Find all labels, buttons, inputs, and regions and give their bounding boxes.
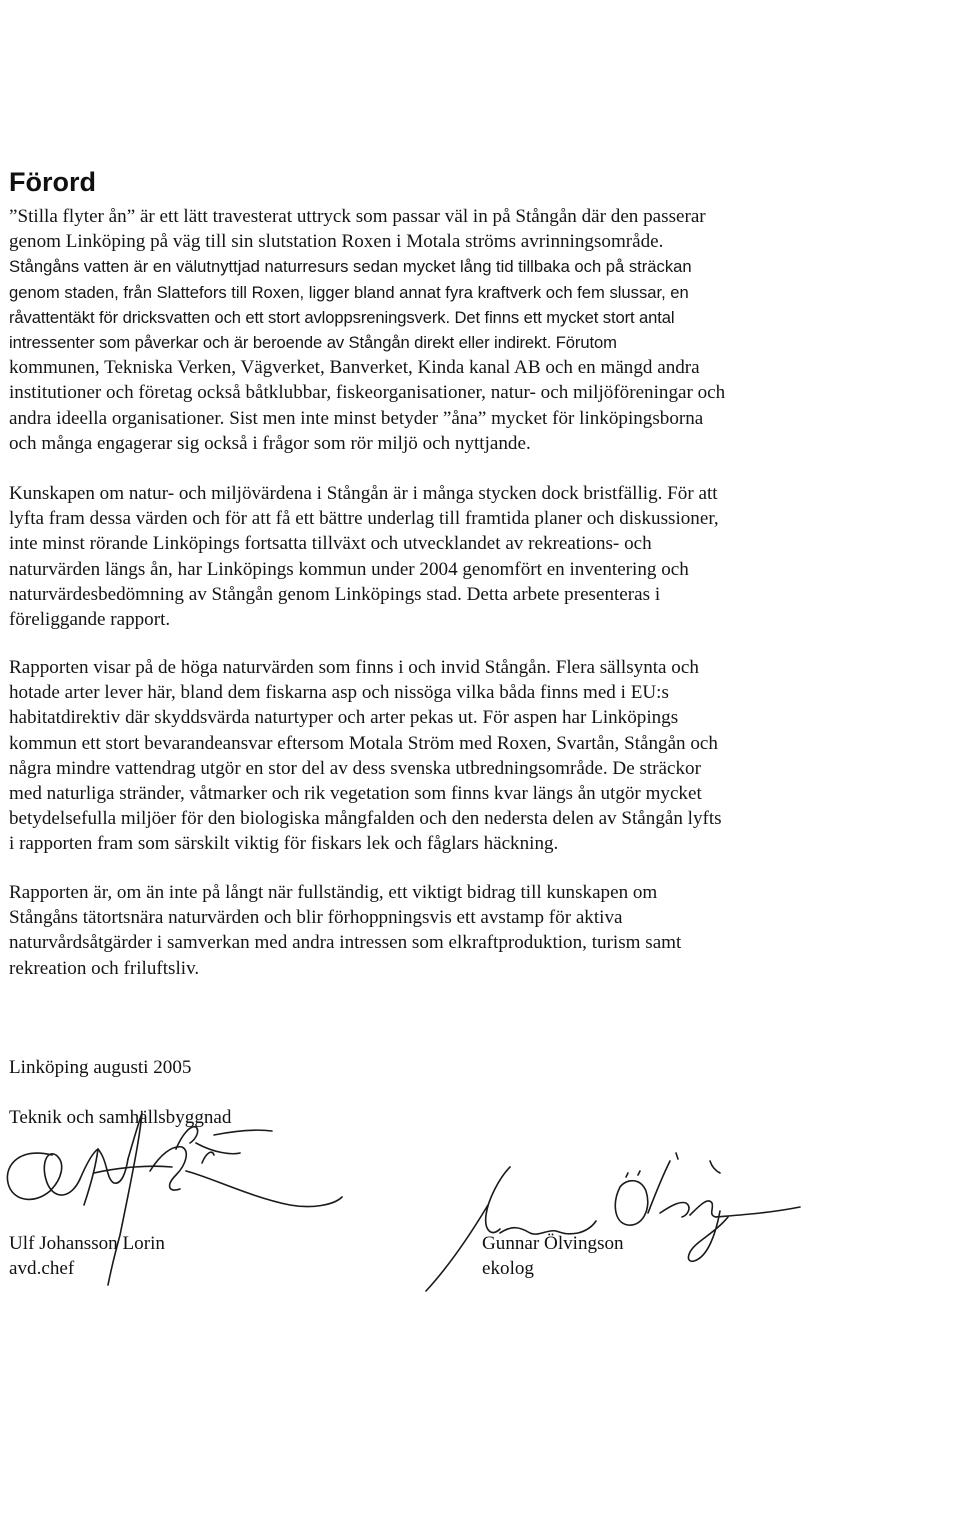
text-line: föreliggande rapport. bbox=[9, 609, 171, 631]
text-line: Stångåns tätortsnära naturvärden och blir förhoppningsvis ett avstamp för aktiva bbox=[9, 907, 623, 929]
signatory-role-right: ekolog bbox=[482, 1258, 534, 1279]
page-title: Förord bbox=[9, 167, 96, 197]
text-line: ”Stilla flyter ån” är ett lätt travesterat uttryck som passar väl in på Stångån där den passerar bbox=[9, 206, 706, 227]
text-line: inte minst rörande Linköpings fortsatta tillväxt och utvecklandet av rekreations- och bbox=[9, 533, 652, 555]
signatory-name-left: Ulf Johansson Lorin bbox=[9, 1233, 165, 1254]
text-line: hotade arter lever här, bland dem fiskarna asp och nissöga vilka båda finns med i EU:s bbox=[9, 682, 669, 704]
handwritten-signatures bbox=[0, 1105, 960, 1295]
text-line: några mindre vattendrag utgör en stor del av dess svenska utbredningsområde. De sträckor bbox=[9, 757, 701, 779]
text-line: kommunen, Tekniska Verken, Vägverket, Banverket, Kinda kanal AB och en mängd andra bbox=[9, 357, 700, 379]
text-line: intressenter som påverkar och är beroende av Stångån direkt eller indirekt. Förutom bbox=[9, 333, 617, 353]
paragraph-findings bbox=[9, 655, 854, 857]
text-line: lyfta fram dessa värden och för att få ett bättre underlag till framtida planer och diskussioner, bbox=[9, 508, 719, 530]
text-line: habitatdirektiv där skyddsvärda naturtyper och arter pekas ut. För aspen har Linköpings bbox=[9, 707, 679, 729]
text-line: kommun ett stort bevarandeansvar eftersom Motala Ström med Roxen, Svartån, Stångån och bbox=[9, 732, 718, 754]
department-name: Teknik och samhällsbyggnad bbox=[9, 1107, 232, 1128]
text-line: betydelsefulla miljöer för den biologiska mångfalden och den nedersta delen av Stångån lyfts bbox=[9, 808, 722, 830]
paragraph-conclusion bbox=[9, 880, 854, 981]
paragraph-intro bbox=[9, 204, 854, 456]
text-line: Rapporten visar på de höga naturvärden som finns i och invid Stångån. Flera sällsynta och bbox=[9, 657, 699, 678]
text-line: råvattentäkt för dricksvatten och ett stort avloppsreningsverk. Det finns ett mycket stort antal bbox=[9, 307, 675, 327]
text-line: med naturliga stränder, våtmarker och rik vegetation som finns kvar längs ån utgör mycket bbox=[9, 783, 702, 805]
place-date: Linköping augusti 2005 bbox=[9, 1057, 192, 1078]
text-line: Stångåns vatten är en välutnyttjad naturresurs sedan mycket lång tid tillbaka och på sträckan bbox=[9, 257, 692, 277]
signatory-role-left: avd.chef bbox=[9, 1258, 75, 1279]
text-line: i rapporten fram som särskilt viktig för fiskars lek och fåglars häckning. bbox=[9, 833, 559, 855]
paragraph-knowledge bbox=[9, 481, 854, 632]
text-line: genom staden, från Slattefors till Roxen, ligger bland annat fyra kraftverk och fem slussar, en bbox=[9, 282, 689, 302]
text-line: institutioner och företag också båtklubbar, fiskeorganisationer, natur- och miljöföreningar och bbox=[9, 382, 726, 404]
text-line: Rapporten är, om än inte på långt när fullständig, ett viktigt bidrag till kunskapen om bbox=[9, 882, 658, 903]
text-line: genom Linköping på väg till sin slutstation Roxen i Motala ströms avrinningsområde. bbox=[9, 231, 664, 253]
text-line: naturvårdsåtgärder i samverkan med andra intressen som elkraftproduktion, turism samt bbox=[9, 932, 682, 954]
text-line: rekreation och friluftsliv. bbox=[9, 957, 200, 979]
signatory-name-right: Gunnar Ölvingson bbox=[482, 1233, 624, 1254]
text-line: Kunskapen om natur- och miljövärdena i Stångån är i många stycken dock bristfällig. För att bbox=[9, 483, 718, 504]
text-line: och många engagerar sig också i frågor som rör miljö och nyttjande. bbox=[9, 432, 531, 454]
text-line: naturvärdesbedömning av Stångån genom Linköpings stad. Detta arbete presenteras i bbox=[9, 583, 661, 605]
text-line: andra ideella organisationer. Sist men inte minst betyder ”åna” mycket för linköpingsborna bbox=[9, 407, 704, 429]
text-line: naturvärden längs ån, har Linköpings kommun under 2004 genomfört en inventering och bbox=[9, 558, 689, 580]
